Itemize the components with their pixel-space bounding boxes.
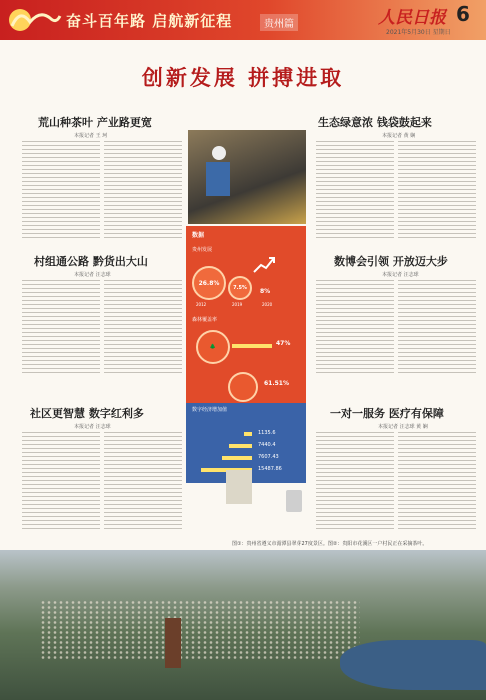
group-label: 数字经济增加值: [192, 407, 228, 413]
group-label: 贵州发展: [192, 247, 213, 253]
section-title: 一对一服务 医疗有保障: [330, 407, 444, 420]
article-text: [22, 280, 100, 375]
article-text: [398, 141, 476, 241]
photo-caption: 图①：贵州省遵义市湄潭县翠芽27度景区。图②：贵阳市花溪区一户村民正在采摘茶叶。: [232, 541, 428, 547]
bar-value: 15487.86: [258, 466, 282, 472]
centenary-logo-icon: [6, 4, 62, 36]
article-text: [398, 280, 476, 375]
year-label: 2020: [262, 302, 273, 307]
banner-title: 奋斗百年路 启航新征程: [66, 12, 233, 30]
bar: [229, 444, 252, 448]
metric-value: 8%: [260, 288, 271, 295]
bar-value: 1135.6: [258, 430, 276, 436]
bar-value: 7440.4: [258, 442, 276, 448]
year-label: 2012: [196, 302, 207, 307]
byline: 本报记者 王 珂: [74, 133, 108, 139]
metric-value: 47%: [276, 340, 291, 347]
section-title: 生态绿意浓 钱袋鼓起来: [318, 116, 432, 129]
bar: [222, 456, 252, 460]
growth-chart-icon: [252, 254, 276, 276]
year-label: 2019: [232, 302, 243, 307]
article-text: [398, 432, 476, 532]
region-tag: 贵州篇: [260, 14, 298, 31]
byline: 本报记者 汪志球: [382, 272, 419, 278]
bar-value: 7607.43: [258, 454, 279, 460]
infographic-heading: 数据: [192, 232, 205, 239]
metric-circle: 26.8%: [192, 266, 226, 300]
farm-worker-figure: [206, 162, 230, 196]
metric-bar: [232, 344, 272, 348]
section-title: 数博会引领 开放迈大步: [334, 255, 448, 268]
article-text: [22, 432, 100, 532]
metric-value: 61.51%: [264, 380, 289, 387]
metric-circle: 7.5%: [228, 276, 252, 300]
byline: 本报记者 汪志球: [74, 272, 111, 278]
article-text: [104, 280, 182, 375]
lake: [340, 640, 486, 690]
byline: 本报记者 汪志球: [74, 424, 111, 430]
luggage-icon: [286, 490, 302, 512]
section-title: 村组通公路 黔货出大山: [34, 255, 148, 268]
dateline: 2021年5月30日 星期日: [386, 29, 451, 36]
article-text: [316, 141, 394, 241]
group-label: 森林覆盖率: [192, 317, 218, 323]
bar: [244, 432, 252, 436]
town-buildings: [40, 600, 360, 660]
article-text: [316, 280, 394, 375]
forest-icon: 🌲: [196, 330, 230, 364]
article-text: [104, 141, 182, 241]
byline: 本报记者 汪志球 黄 娴: [378, 424, 428, 430]
page-headline: 创新发展 拼搏进取: [141, 66, 345, 90]
worker-figure: [226, 470, 252, 504]
pagoda-tower: [165, 618, 181, 668]
article-text: [22, 141, 100, 241]
masthead-logo: 人民日报: [378, 8, 446, 28]
section-title: 社区更智慧 数字红利多: [30, 407, 144, 420]
metric-circle: [228, 372, 258, 402]
article-text: [104, 432, 182, 532]
article-text: [316, 432, 394, 532]
section-title: 荒山种茶叶 产业路更宽: [38, 116, 152, 129]
byline: 本报记者 黄 娴: [382, 133, 416, 139]
farm-worker-figure: [212, 146, 226, 160]
page-number: 6: [456, 2, 470, 26]
